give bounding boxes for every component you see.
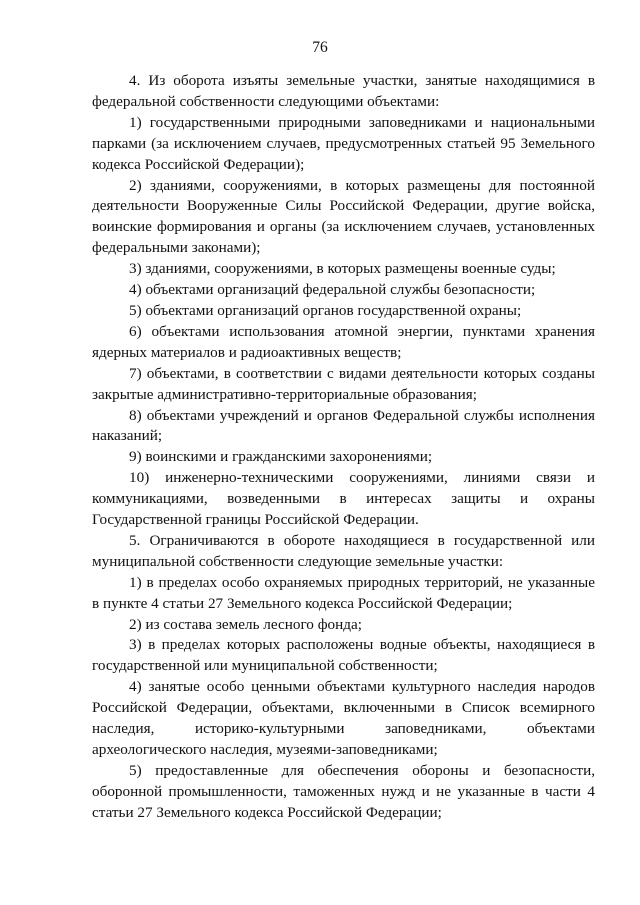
paragraph-item-5: 5. Ограничиваются в обороте находящиеся в государственной или муниципальной собственности следующие земельные участки:: [92, 531, 595, 570]
paragraph-item-4: 4. Из оборота изъяты земельные участки, занятые находящимися в федеральной собственности следующими объектами:: [92, 72, 595, 110]
list-item: 3) в пределах которых расположены водные объекты, находящиеся в государственной или муниципальной собственности;: [92, 636, 595, 675]
list-item: 10) инженерно-техническими сооружениями, линиями связи и коммуникациями, возведенными в интересах защиты и охраны Государственной границы Российской Федерации.: [92, 469, 595, 529]
list-item: 4) занятые особо ценными объектами культурного наследия народов Российской Федерации, объектами, включенными в Список всемирного наследия, историко-культурными заповедниками, объектами археологического наследия, музеями-заповедниками;: [92, 678, 595, 758]
page-number: 76: [312, 39, 328, 56]
list-item: 1) в пределах особо охраняемых природных территорий, не указанные в пункте 4 статьи 27 Земельного кодекса Российской Федерации;: [92, 573, 595, 612]
list-item: 1) государственными природными заповедниками и национальными парками (за исключением случаев, предусмотренных статьей 95 Земельного кодекса Российской Федерации);: [92, 113, 595, 173]
list-item: 5) предоставленные для обеспечения обороны и безопасности, оборонной промышленности, таможенных нужд и не указанные в части 4 статьи 27 Земельного кодекса Российской Федерации;: [92, 761, 595, 821]
list-item: 3) зданиями, сооружениями, в которых размещены военные суды;: [129, 260, 556, 278]
list-item: 2) зданиями, сооружениями, в которых размещены для постоянной деятельности Вооруженные Силы Российской Федерации, другие войска, воинские формирования и органы (за исключением случаев, установленных федеральными законами);: [92, 176, 595, 257]
list-item: 8) объектами учреждений и органов Федеральной службы исполнения наказаний;: [92, 406, 595, 445]
list-item: 5) объектами организаций органов государственной охраны;: [129, 301, 522, 319]
document-body: [92, 71, 595, 824]
list-item: 6) объектами использования атомной энергии, пунктами хранения ядерных материалов и радиоактивных веществ;: [92, 322, 595, 361]
list-item: 2) из состава земель лесного фонда;: [129, 615, 362, 633]
list-item: 9) воинскими и гражданскими захоронениями;: [129, 448, 433, 466]
list-item: 7) объектами, в соответствии с видами деятельности которых созданы закрытые административно-территориальные образования;: [92, 364, 595, 403]
list-item: 4) объектами организаций федеральной службы безопасности;: [129, 281, 536, 299]
